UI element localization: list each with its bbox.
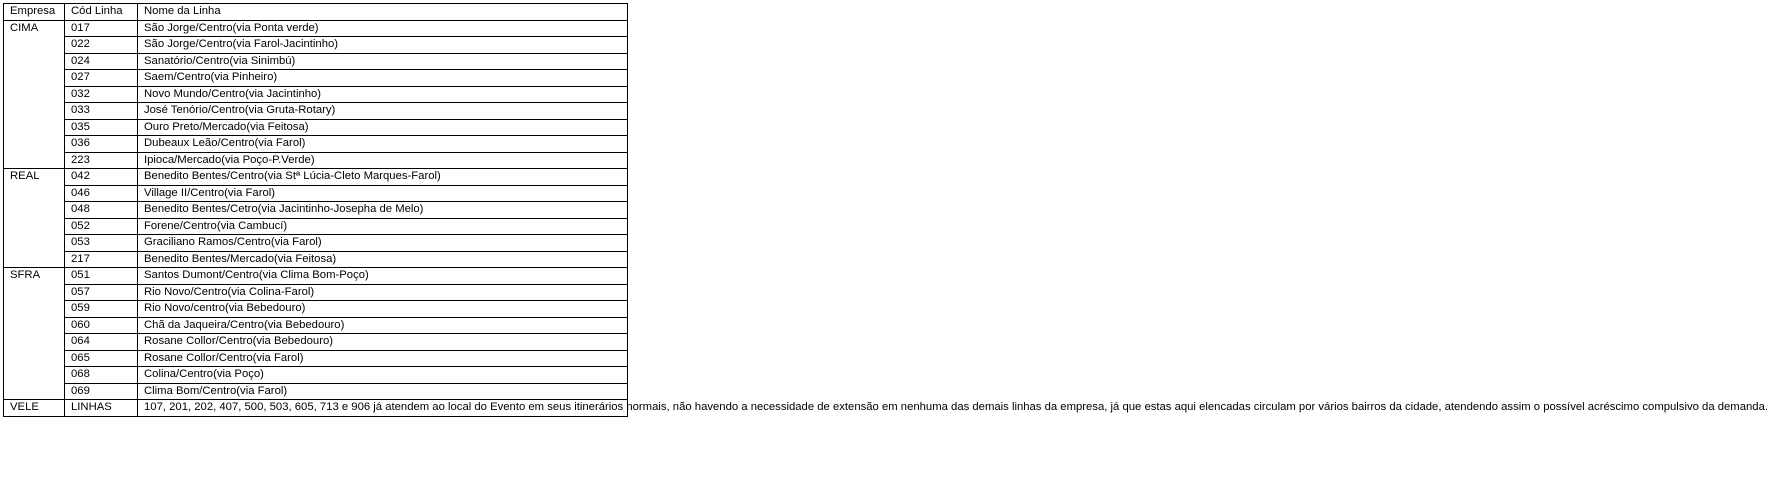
line-name-cell: Colina/Centro(via Poço) [138, 367, 628, 384]
table-row [4, 136, 628, 153]
table-row [4, 185, 628, 202]
line-code-cell: 017 [65, 20, 138, 37]
header-row [4, 4, 628, 21]
company-cell: SFRA [4, 268, 65, 400]
table-row [4, 103, 628, 120]
table-row [4, 334, 628, 351]
line-code-cell: 052 [65, 218, 138, 235]
table-row [4, 169, 628, 186]
line-name-cell: Rosane Collor/Centro(via Farol) [138, 350, 628, 367]
line-name-cell: Graciliano Ramos/Centro(via Farol) [138, 235, 628, 252]
line-code-cell: 027 [65, 70, 138, 87]
table-row [4, 268, 628, 285]
table-row [4, 317, 628, 334]
table-row [4, 70, 628, 87]
line-code-cell: 042 [65, 169, 138, 186]
line-name-cell: Ouro Preto/Mercado(via Feitosa) [138, 119, 628, 136]
line-name-cell: Novo Mundo/Centro(via Jacintinho) [138, 86, 628, 103]
vele-note-cell: 107, 201, 202, 407, 500, 503, 605, 713 e 906 já atendem ao local do Evento em seus itinerários normais, não havendo a necessidade de extensão em nenhuma das demais linhas da empresa, já que estas aqui elencadas circulam por vários bairros da cidade, atendendo assim o possível acréscimo compulsivo da demanda. [138, 400, 628, 417]
header-line-code: Cód Linha [65, 4, 138, 21]
line-name-cell: São Jorge/Centro(via Farol-Jacintinho) [138, 37, 628, 54]
line-code-cell: 024 [65, 53, 138, 70]
table-row [4, 235, 628, 252]
table-row [4, 367, 628, 384]
line-code-cell: 223 [65, 152, 138, 169]
table-row [4, 53, 628, 70]
line-name-cell: Dubeaux Leão/Centro(via Farol) [138, 136, 628, 153]
line-name-cell: Santos Dumont/Centro(via Clima Bom-Poço) [138, 268, 628, 285]
line-name-cell: Clima Bom/Centro(via Farol) [138, 383, 628, 400]
line-name-cell: Rio Novo/centro(via Bebedouro) [138, 301, 628, 318]
line-code-cell: 035 [65, 119, 138, 136]
line-name-cell: Benedito Bentes/Cetro(via Jacintinho-Josepha de Melo) [138, 202, 628, 219]
line-name-cell: Rosane Collor/Centro(via Bebedouro) [138, 334, 628, 351]
line-code-cell: 053 [65, 235, 138, 252]
line-name-cell: Rio Novo/Centro(via Colina-Farol) [138, 284, 628, 301]
line-code-cell: 033 [65, 103, 138, 120]
line-code-cell: 217 [65, 251, 138, 268]
line-name-cell: Ipioca/Mercado(via Poço-P.Verde) [138, 152, 628, 169]
line-code-cell: 032 [65, 86, 138, 103]
line-name-cell: Forene/Centro(via Cambucí) [138, 218, 628, 235]
line-name-cell: São Jorge/Centro(via Ponta verde) [138, 20, 628, 37]
line-code-cell: 059 [65, 301, 138, 318]
table-row [4, 202, 628, 219]
table-row [4, 86, 628, 103]
bus-lines-table [3, 3, 1768, 417]
vele-code-cell: LINHAS [65, 400, 138, 417]
line-code-cell: 022 [65, 37, 138, 54]
table-row [4, 218, 628, 235]
table-row [4, 301, 628, 318]
table-row [4, 20, 628, 37]
table-row [4, 251, 628, 268]
line-code-cell: 051 [65, 268, 138, 285]
table-row [4, 119, 628, 136]
line-code-cell: 060 [65, 317, 138, 334]
table-row [4, 350, 628, 367]
line-code-cell: 046 [65, 185, 138, 202]
company-cell: REAL [4, 169, 65, 268]
line-name-cell: Benedito Bentes/Mercado(via Feitosa) [138, 251, 628, 268]
table-row [4, 383, 628, 400]
line-name-cell: Chã da Jaqueira/Centro(via Bebedouro) [138, 317, 628, 334]
line-code-cell: 036 [65, 136, 138, 153]
vele-company-cell: VELE [4, 400, 65, 417]
line-code-cell: 057 [65, 284, 138, 301]
line-name-cell: Saem/Centro(via Pinheiro) [138, 70, 628, 87]
header-line-name: Nome da Linha [138, 4, 628, 21]
header-company: Empresa [4, 4, 65, 21]
line-name-cell: Benedito Bentes/Centro(via Stª Lúcia-Cleto Marques-Farol) [138, 169, 628, 186]
line-name-cell: Village II/Centro(via Farol) [138, 185, 628, 202]
company-cell: CIMA [4, 20, 65, 169]
line-code-cell: 064 [65, 334, 138, 351]
line-name-cell: Sanatório/Centro(via Sinimbú) [138, 53, 628, 70]
line-code-cell: 048 [65, 202, 138, 219]
table-row [4, 284, 628, 301]
line-code-cell: 065 [65, 350, 138, 367]
line-code-cell: 068 [65, 367, 138, 384]
table-row [4, 152, 628, 169]
table-body [4, 4, 1768, 417]
vele-row [4, 400, 628, 417]
line-name-cell: José Tenório/Centro(via Gruta-Rotary) [138, 103, 628, 120]
table-row [4, 37, 628, 54]
line-code-cell: 069 [65, 383, 138, 400]
